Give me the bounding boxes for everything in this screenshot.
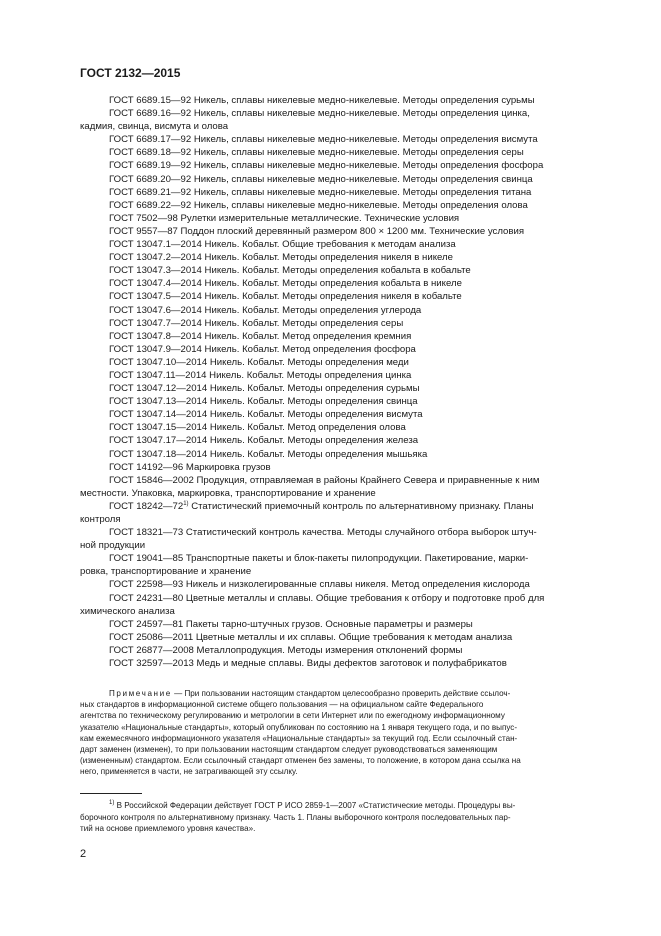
- reference-text: ГОСТ 24597—81 Пакеты тарно-штучных грузов. Основные параметры и размеры: [109, 618, 473, 630]
- reference-item: [80, 225, 585, 238]
- reference-text: ГОСТ 6689.18—92 Никель, сплавы никелевые медно-никелевые. Методы определения серы: [109, 147, 524, 159]
- reference-text: ГОСТ 19041—85 Транспортные пакеты и блок-пакеты пилопродукции. Пакетирование, марки-: [109, 553, 529, 565]
- reference-line: [80, 434, 585, 447]
- reference-item: [80, 395, 585, 408]
- reference-line: [80, 199, 585, 212]
- reference-text: ГОСТ 18321—73 Статистический контроль качества. Методы случайного отбора выборок штуч-: [109, 527, 537, 539]
- reference-item: [80, 474, 585, 500]
- reference-continuation: местности. Упаковка, маркировка, транспортирование и хранение: [80, 487, 376, 499]
- reference-item: [80, 618, 585, 631]
- reference-line: [80, 94, 585, 107]
- reference-line: [80, 251, 585, 264]
- note-line: (измененным) стандартом. Если ссылочный стандарт отменен без замены, то положение, в котором дана ссылка на: [80, 756, 521, 766]
- note-line: ных стандартов в информационной системе общего пользования — на официальном сайте Федерального: [80, 700, 484, 710]
- note-text: — При пользовании настоящим стандартом целесообразно проверить действие ссылоч-: [171, 689, 511, 698]
- reference-text: ГОСТ 22598—93 Никель и низколегированные сплавы никеля. Метод определения кислорода: [109, 579, 530, 591]
- page-number: 2: [80, 848, 87, 860]
- reference-continuation: ной продукции: [80, 540, 146, 552]
- reference-line: [80, 448, 585, 461]
- note-line: [80, 688, 585, 699]
- reference-text: ГОСТ 13047.5—2014 Никель. Кобальт. Методы определения никеля в кобальте: [109, 291, 462, 303]
- reference-item: [80, 500, 585, 526]
- reference-item: [80, 238, 585, 251]
- reference-item: [80, 212, 585, 225]
- reference-item: [80, 644, 585, 657]
- reference-text: ГОСТ 13047.15—2014 Никель. Кобальт. Метод определения олова: [109, 422, 406, 434]
- reference-line: [80, 657, 585, 670]
- reference-line: [80, 421, 585, 434]
- reference-item: [80, 578, 585, 591]
- note-line: него, применяется в части, не затрагивающей эту ссылку.: [80, 767, 298, 777]
- reference-line: [80, 369, 585, 382]
- reference-line: [80, 526, 585, 539]
- reference-line: [80, 107, 585, 120]
- reference-text: ГОСТ 13047.14—2014 Никель. Кобальт. Методы определения висмута: [109, 409, 423, 421]
- reference-item: [80, 421, 585, 434]
- reference-line: [80, 408, 585, 421]
- reference-item: [80, 133, 585, 146]
- reference-text: ГОСТ 13047.10—2014 Никель. Кобальт. Методы определения меди: [109, 356, 409, 368]
- reference-item: [80, 146, 585, 159]
- reference-item: [80, 264, 585, 277]
- reference-line: [80, 146, 585, 159]
- reference-text: ГОСТ 13047.13—2014 Никель. Кобальт. Методы определения свинца: [109, 396, 418, 408]
- reference-text: ГОСТ 13047.9—2014 Никель. Кобальт. Метод определения фосфора: [109, 343, 416, 355]
- reference-text: ГОСТ 7502—98 Рулетки измерительные металлические. Технические условия: [109, 212, 460, 224]
- reference-line: [80, 186, 585, 199]
- reference-continuation: контроля: [80, 514, 121, 525]
- reference-continuation: кадмия, свинца, висмута и олова: [80, 121, 229, 133]
- reference-item: [80, 592, 585, 618]
- reference-text: ГОСТ 13047.7—2014 Никель. Кобальт. Методы определения серы: [109, 317, 404, 329]
- note-label: Примечание: [109, 689, 172, 698]
- reference-text: ГОСТ 6689.17—92 Никель, сплавы никелевые медно-никелевые. Методы определения висмута: [109, 134, 538, 146]
- reference-item: [80, 448, 585, 461]
- reference-continuation: химического анализа: [80, 605, 175, 617]
- footnote-reference-marker: 1): [183, 500, 189, 507]
- reference-text: ГОСТ 6689.20—92 Никель, сплавы никелевые медно-никелевые. Методы определения свинца: [109, 173, 533, 185]
- reference-text: ГОСТ 9557—87 Поддон плоский деревянный размером 800 × 1200 мм. Технические условия: [109, 225, 525, 237]
- reference-item: [80, 356, 585, 369]
- reference-line: [80, 330, 585, 343]
- reference-line: [80, 212, 585, 225]
- reference-line: [80, 159, 585, 172]
- reference-line: [80, 290, 585, 303]
- reference-text: ГОСТ 24231—80 Цветные металлы и сплавы. Общие требования к отбору и подготовке проб для: [109, 592, 545, 604]
- footnote-text: В Российской Федерации действует ГОСТ Р ИСО 2859-1—2007 «Статистические методы. Процедуры вы-: [114, 801, 516, 810]
- reference-text: ГОСТ 32597—2013 Медь и медные сплавы. Виды дефектов заготовок и полуфабрикатов: [109, 658, 507, 670]
- reference-item: [80, 186, 585, 199]
- reference-text: ГОСТ 13047.17—2014 Никель. Кобальт. Методы определения железа: [109, 435, 419, 447]
- reference-text: ГОСТ 6689.22—92 Никель, сплавы никелевые медно-никелевые. Методы определения олова: [109, 199, 528, 211]
- reference-text: ГОСТ 26877—2008 Металлопродукция. Методы измерения отклонений формы: [109, 644, 463, 656]
- reference-line: [80, 618, 585, 631]
- reference-text: ГОСТ 13047.2—2014 Никель. Кобальт. Методы определения никеля в никеле: [109, 252, 453, 264]
- reference-text: ГОСТ 18242—72: [109, 500, 184, 512]
- reference-item: [80, 304, 585, 317]
- reference-line: [80, 356, 585, 369]
- reference-item: [80, 159, 585, 172]
- reference-line: [80, 631, 585, 644]
- reference-text: ГОСТ 13047.8—2014 Никель. Кобальт. Метод определения кремния: [109, 330, 412, 342]
- reference-item: [80, 408, 585, 421]
- footnote-line: [80, 800, 585, 812]
- reference-text: ГОСТ 13047.4—2014 Никель. Кобальт. Методы определения кобальта в никеле: [109, 278, 462, 290]
- reference-item: [80, 369, 585, 382]
- reference-text: ГОСТ 6689.19—92 Никель, сплавы никелевые медно-никелевые. Методы определения фосфора: [109, 160, 544, 172]
- note-line: дарт заменен (изменен), то при пользовании настоящим стандартом следует руководствоваться заменяющим: [80, 745, 498, 755]
- reference-line: [80, 592, 585, 605]
- reference-text: ГОСТ 13047.11—2014 Никель. Кобальт. Методы определения цинка: [109, 369, 412, 381]
- reference-text: ГОСТ 14192—96 Маркировка грузов: [109, 461, 271, 473]
- note-block: [80, 688, 585, 778]
- note-line: агентства по техническому регулированию и метрологии в сети Интернет или по ежегодному информационному: [80, 711, 505, 721]
- reference-text: ГОСТ 13047.12—2014 Никель. Кобальт. Методы определения сурьмы: [109, 383, 420, 395]
- reference-item: [80, 173, 585, 186]
- reference-item: [80, 434, 585, 447]
- reference-line: [80, 317, 585, 330]
- footnote-line: тий на основе приемлемого уровня качества».: [80, 824, 256, 834]
- reference-line: [80, 277, 585, 290]
- reference-item: [80, 251, 585, 264]
- reference-item: [80, 552, 585, 578]
- reference-line: [80, 225, 585, 238]
- reference-line: [80, 461, 585, 474]
- reference-line: [80, 173, 585, 186]
- reference-line: [80, 382, 585, 395]
- document-header: ГОСТ 2132—2015: [80, 66, 181, 80]
- reference-item: [80, 199, 585, 212]
- reference-line: [80, 343, 585, 356]
- reference-text: ГОСТ 25086—2011 Цветные металлы и их сплавы. Общие требования к методам анализа: [109, 631, 513, 643]
- reference-line: [80, 578, 585, 591]
- reference-text: ГОСТ 13047.6—2014 Никель. Кобальт. Методы определения углерода: [109, 304, 422, 316]
- reference-line: [80, 644, 585, 657]
- reference-text: ГОСТ 6689.16—92 Никель, сплавы никелевые медно-никелевые. Методы определения цинка,: [109, 108, 530, 120]
- reference-item: [80, 343, 585, 356]
- reference-text: ГОСТ 6689.21—92 Никель, сплавы никелевые медно-никелевые. Методы определения титана: [109, 186, 532, 198]
- footnote-line: борочного контроля по альтернативному признаку. Часть 1. Планы выборочного контроля последовательных пар-: [80, 812, 511, 822]
- reference-item: [80, 461, 585, 474]
- reference-item: [80, 657, 585, 670]
- note-line: указателю «Национальные стандарты», который опубликован по состоянию на 1 января текущего года, и по выпус-: [80, 722, 518, 732]
- reference-item: [80, 631, 585, 644]
- reference-text: ГОСТ 13047.1—2014 Никель. Кобальт. Общие требования к методам анализа: [109, 239, 456, 251]
- reference-item: [80, 330, 585, 343]
- reference-text: Статистический приемочный контроль по альтернативному признаку. Планы: [188, 500, 534, 512]
- reference-line: [80, 552, 585, 565]
- reference-text: ГОСТ 13047.3—2014 Никель. Кобальт. Методы определения кобальта в кобальте: [109, 265, 471, 277]
- note-line: кам ежемесячного информационного указателя «Национальные стандарты» за текущий год. Если ссылочный стан-: [80, 733, 518, 743]
- normative-references-list: [80, 94, 585, 670]
- reference-line: [80, 304, 585, 317]
- reference-line: [80, 238, 585, 251]
- reference-text: ГОСТ 13047.18—2014 Никель. Кобальт. Методы определения мышьяка: [109, 448, 428, 460]
- reference-text: ГОСТ 15846—2002 Продукция, отправляемая в районы Крайнего Севера и приравненные к ним: [109, 474, 540, 486]
- reference-item: [80, 382, 585, 395]
- reference-text: ГОСТ 6689.15—92 Никель, сплавы никелевые медно-никелевые. Методы определения сурьмы: [109, 95, 535, 106]
- reference-continuation: ровка, транспортирование и хранение: [80, 566, 252, 578]
- footnote-divider: [80, 793, 142, 794]
- footnote-marker: 1): [109, 800, 115, 806]
- reference-item: [80, 290, 585, 303]
- reference-item: [80, 277, 585, 290]
- reference-item: [80, 317, 585, 330]
- reference-item: [80, 526, 585, 552]
- reference-line: [80, 474, 585, 487]
- reference-item: [80, 94, 585, 107]
- footnote: [80, 800, 585, 835]
- reference-line: [80, 133, 585, 146]
- reference-line: [80, 395, 585, 408]
- reference-line: [80, 500, 585, 513]
- reference-line: [80, 264, 585, 277]
- reference-item: [80, 107, 585, 133]
